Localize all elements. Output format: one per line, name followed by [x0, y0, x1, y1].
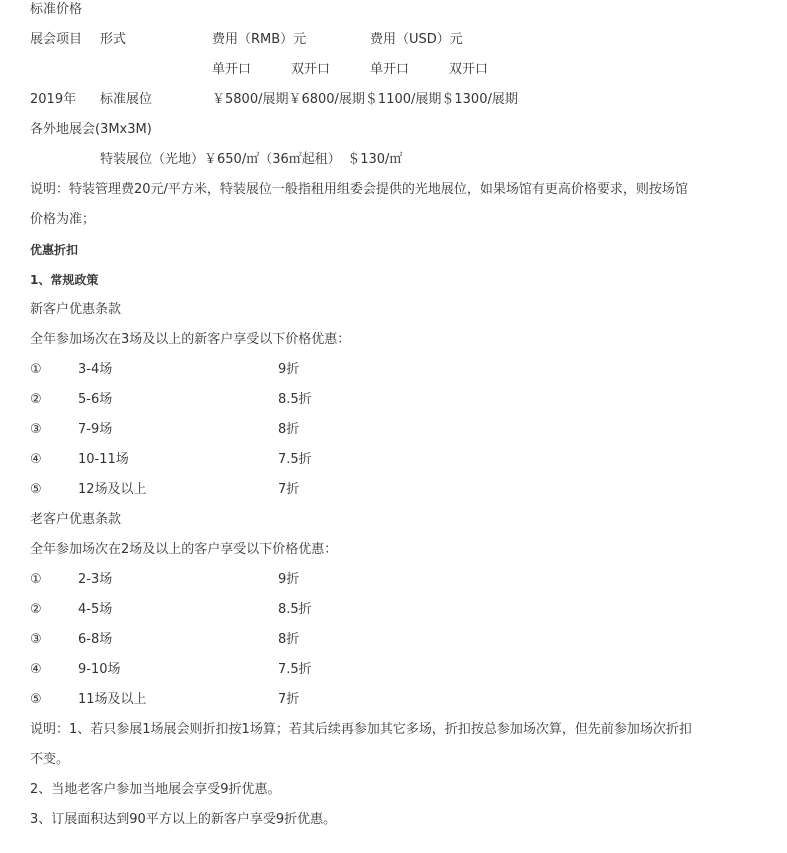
policy-title: 1、常规政策 — [30, 273, 99, 287]
tier-range: 11场及以上 — [78, 692, 147, 707]
tier-range: 7-9场 — [78, 422, 113, 437]
col-usd-header: 费用（USD）元 — [370, 32, 463, 47]
tier-mark: ⑤ — [30, 482, 42, 497]
discount-heading: 优惠折扣 — [30, 243, 79, 257]
old-customer-intro: 全年参加场次在2场及以上的客户享受以下价格优惠： — [30, 542, 338, 557]
standard-price-heading: 标准价格 — [30, 2, 83, 17]
new-customer-intro: 全年参加场次在3场及以上的新客户享受以下价格优惠： — [30, 332, 351, 347]
tier-discount: 8.5折 — [278, 602, 312, 617]
region-label: 各外地展会(3Mx3M) — [30, 122, 152, 137]
tier-discount: 7.5折 — [278, 452, 312, 467]
discount-note-line-2: 不变。 — [30, 752, 70, 767]
tier-range: 2-3场 — [78, 572, 113, 587]
tier-range: 12场及以上 — [78, 482, 147, 497]
tier-mark: ① — [30, 572, 42, 587]
row-booth-type: 标准展位 — [100, 92, 153, 107]
discount-note-2: 2、当地老客户参加当地展会享受9折优惠。 — [30, 782, 281, 797]
tier-discount: 8.5折 — [278, 392, 312, 407]
col-rmb-header: 费用（RMB）元 — [212, 32, 307, 47]
price-note-line-2: 价格为准； — [30, 212, 96, 227]
row-year: 2019年 — [30, 92, 77, 107]
price-note-line-1: 说明：特装管理费20元/平方米，特装展位一般指租用组委会提供的光地展位，如果场馆有更高价格要求，则按场馆 — [30, 182, 688, 197]
new-customer-title: 新客户优惠条款 — [30, 302, 122, 317]
rmb-double-opening: 双开口 — [291, 62, 331, 77]
tier-mark: ③ — [30, 632, 42, 647]
tier-mark: ④ — [30, 452, 42, 467]
tier-range: 5-6场 — [78, 392, 113, 407]
rmb-single-opening: 单开口 — [212, 62, 252, 77]
old-customer-title: 老客户优惠条款 — [30, 512, 122, 527]
tier-range: 3-4场 — [78, 362, 113, 377]
col-project-header: 展会项目 — [30, 32, 83, 47]
special-booth-line: 特装展位（光地）￥650/㎡（36㎡起租） ＄130/㎡ — [100, 152, 403, 167]
tier-range: 6-8场 — [78, 632, 113, 647]
tier-discount: 9折 — [278, 572, 300, 587]
tier-range: 10-11场 — [78, 452, 129, 467]
discount-note-line-1: 说明：1、若只参展1场展会则折扣按1场算；若其后续再参加其它多场，折扣按总参加场次算，但先前参加场次折扣 — [30, 722, 692, 737]
tier-discount: 9折 — [278, 362, 300, 377]
tier-discount: 8折 — [278, 632, 300, 647]
tier-mark: ② — [30, 602, 42, 617]
tier-discount: 8折 — [278, 422, 300, 437]
tier-range: 4-5场 — [78, 602, 113, 617]
discount-note-3: 3、订展面积达到90平方以上的新客户享受9折优惠。 — [30, 812, 337, 827]
tier-range: 9-10场 — [78, 662, 121, 677]
tier-mark: ① — [30, 362, 42, 377]
tier-mark: ③ — [30, 422, 42, 437]
tier-discount: 7.5折 — [278, 662, 312, 677]
col-form-header: 形式 — [100, 32, 127, 47]
usd-single-opening: 单开口 — [370, 62, 410, 77]
tier-mark: ④ — [30, 662, 42, 677]
tier-discount: 7折 — [278, 482, 300, 497]
tier-discount: 7折 — [278, 692, 300, 707]
row-prices: ￥5800/展期￥6800/展期＄1100/展期＄1300/展期 — [212, 92, 518, 107]
tier-mark: ② — [30, 392, 42, 407]
usd-double-opening: 双开口 — [449, 62, 489, 77]
tier-mark: ⑤ — [30, 692, 42, 707]
